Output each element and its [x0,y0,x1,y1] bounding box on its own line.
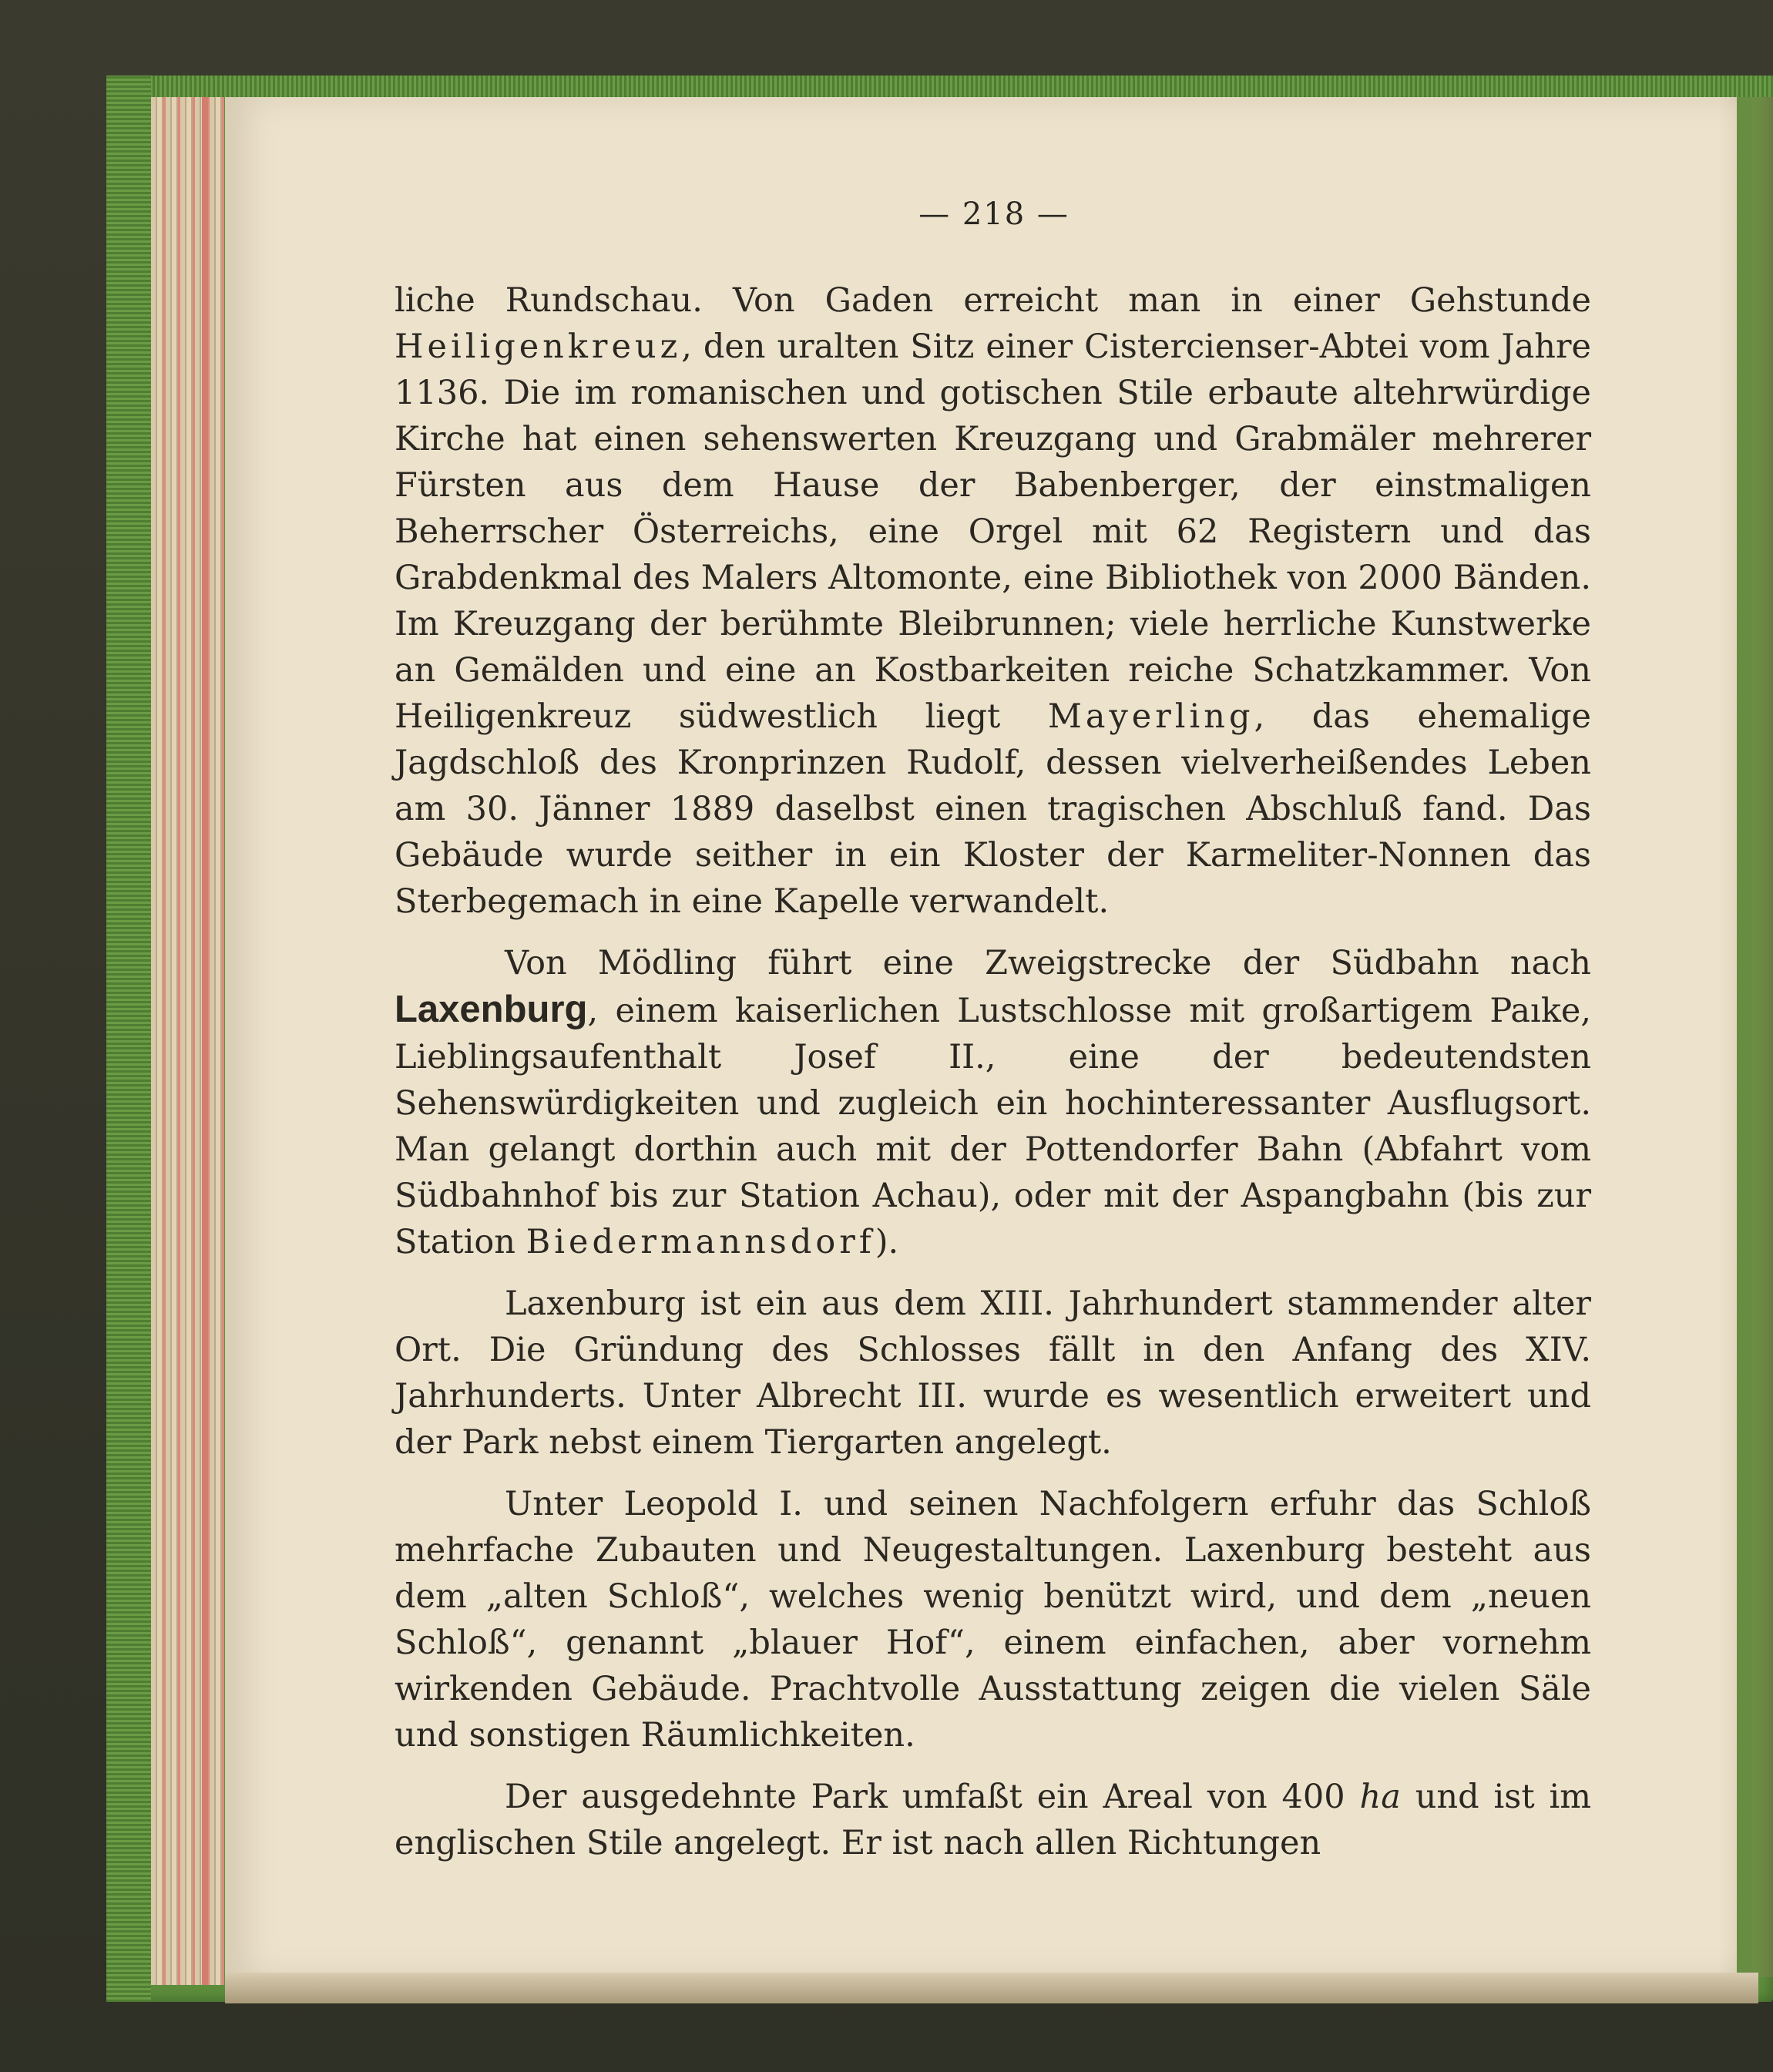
place-name-biedermannsdorf: Biedermannsdorf [526,1223,875,1261]
page-edges [151,97,224,1985]
page-text [395,277,1591,1866]
paragraph-4: Unter Leopold I. und seinen Nachfolgern erfuhr das Schloß mehrfache Zubauten und Neugestaltungen. Laxenburg besteht aus dem „alten Schloß“, welches wenig benützt wird, und dem „neuen Schloß“, genannt „blauer Hof“, einem einfachen, aber vornehm wirkenden Gebäude. Prachtvolle Ausstattung zeigen die vielen Säle und sonstigen Räumlichkeiten. [395,1485,1591,1755]
text-run: , einem kaiserlichen Lustschlosse mit großartigem Paıke, Lieblingsaufenthalt Josef II., eine der bedeutendsten Sehenswürdigkeiten und zugleich ein hochinteressanter Ausflugsort. Man gelangt dorthin auch mit der Pottendorfer Bahn (Abfahrt vom Südbahnhof bis zur Station Achau), oder mit der Aspangbahn (bis zur Station [395,992,1591,1261]
page-edge-red-stripe [202,97,208,1985]
text-run: , das ehemalige Jagdschloß des Kronprinzen Rudolf, dessen vielverheißendes Leben am 30. Jänner 1889 daselbst einen tragischen Abschluß fand. Das Gebäude wurde seither in ein Kloster der Karmeliter-Nonnen das Sterbegemach in eine Kapelle verwandelt. [395,697,1591,921]
paragraph-2 [395,940,1591,1265]
text-run: Von Mödling führt eine Zweigstrecke der Südbahn nach [505,944,1591,982]
text-run: und ist im englischen Stile angelegt. Er ist nach allen Richtungen [395,1778,1592,1862]
page-number: — 218 — [918,196,1070,232]
paragraph-3: Laxenburg ist ein aus dem XIII. Jahrhundert stammender alter Ort. Die Gründung des Schlosses fällt in den Anfang des XIV. Jahrhunderts. Unter Albrecht III. wurde es wesentlich erweitert und der Park nebst einem Tiergarten angelegt. [395,1285,1591,1462]
place-name-laxenburg: Laxenburg [395,989,588,1030]
place-name-heiligenkreuz: Heiligenkreuz [395,327,682,366]
text-run: ). [875,1223,899,1261]
paragraph-1 [395,277,1591,925]
text-run: , den uralten Sitz einer Cistercienser-Abtei vom Jahre 1136. Die im romanischen und gotischen Stile erbaute altehrwürdige Kirche hat einen sehenswerten Kreuzgang und Grabmäler mehrerer Fürsten aus dem Hause der Babenberger, der einstmaligen Beherrscher Österreichs, eine Orgel mit 62 Registern und das Grabdenkmal des Malers Altomonte, eine Bibliothek von 2000 Bänden. Im Kreuzgang der berühmte Bleibrunnen; viele herrliche Kunstwerke an Gemälden und eine an Kostbarkeiten reiche Schatzkammer. Von Heiligenkreuz südwestlich liegt [395,327,1591,736]
paragraph-5 [395,1774,1591,1866]
cover-spine-edge [106,76,151,2002]
page-bottom-edge [225,1973,1758,2003]
place-name-mayerling: Mayerling [1047,697,1254,736]
unit-ha: ha [1359,1778,1401,1816]
page-gutter-shadow [1718,97,1773,1977]
text-run: Der ausgedehnte Park umfaßt ein Areal von 400 [505,1778,1360,1816]
text-run: liche Rundschau. Von Gaden erreicht man in einer Gehstunde [395,281,1591,320]
cover-top-edge [106,76,1773,97]
